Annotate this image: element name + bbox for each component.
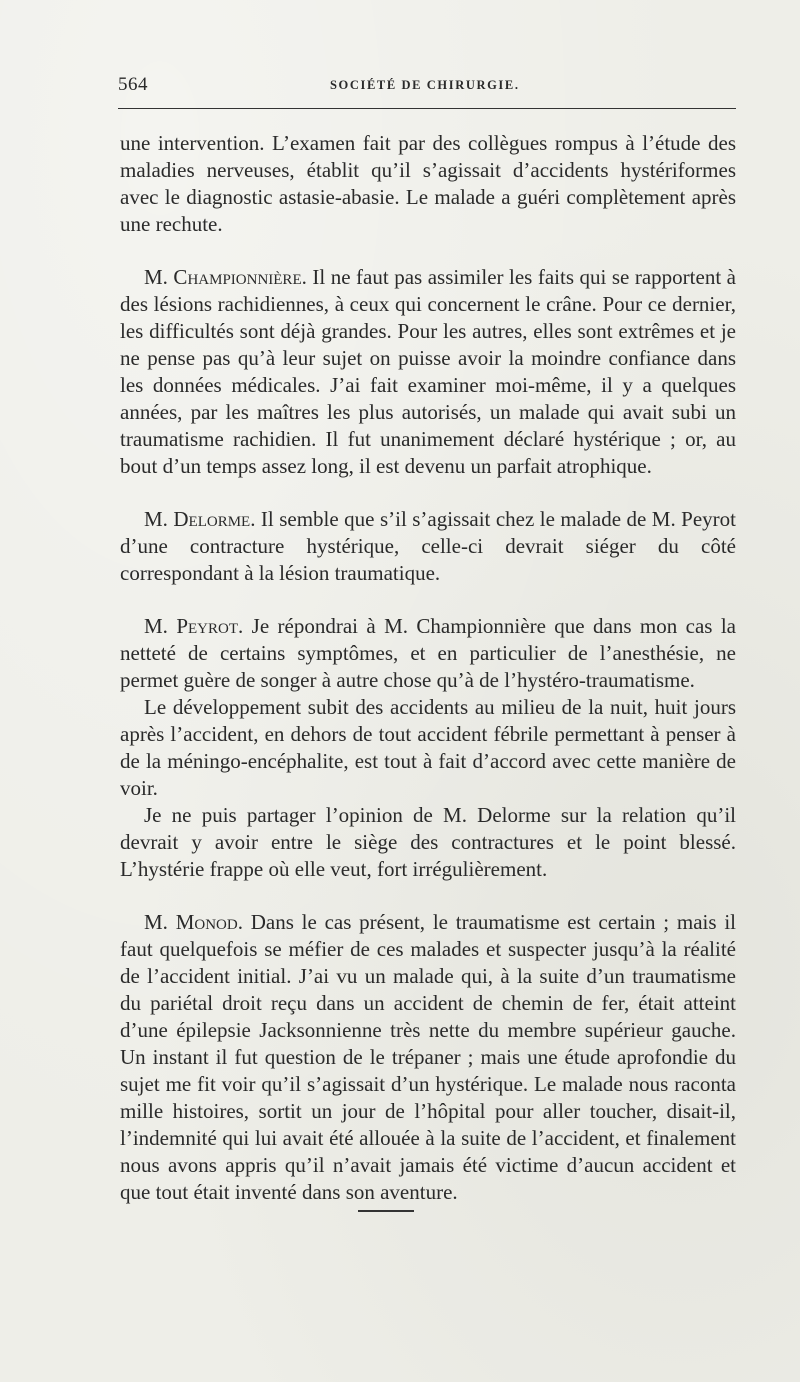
paragraph-championniere (120, 264, 736, 480)
speaker-name: M. Monod. (144, 910, 243, 934)
paragraph-text: Je répondrai à M. Championnière que dans mon cas la netteté de certains symptômes, et en particulier de l’anesthésie, ne permet guère de songer à autre chose qu’à de l’hystéro-traumatisme. (120, 614, 736, 692)
paragraph-monod (120, 909, 736, 1206)
page-header (118, 74, 736, 98)
paragraph-gap (120, 883, 736, 909)
paragraph-text: Je ne puis partager l’opinion de M. Delorme sur la relation qu’il devrait y avoir entre le siège des contractures et le point blessé. L’hystérie frappe où elle veut, fort irrégulièrement. (120, 803, 736, 881)
paragraph-peyrot-continued (120, 694, 736, 802)
speaker-name: M. Championnière. (144, 265, 307, 289)
paragraph-peyrot-continued (120, 802, 736, 883)
paragraph-gap (120, 238, 736, 264)
paragraph-text: Il ne faut pas assimiler les faits qui se rapportent à des lésions rachidiennes, à ceux qui concernent le crâne. Pour ce dernier, les difficultés sont déjà grandes. Pour les autres, elles sont extrêmes et je ne pense pas qu’à leur sujet on puisse avoir la moindre confiance dans les données médicales. J’ai fait examiner moi-même, il y a quelques années, par les maîtres les plus autorisés, un malade qui avait subi un traumatisme rachidien. Il fut unanimement déclaré hystérique ; or, au bout d’un temps assez long, il est devenu un parfait atrophique. (120, 265, 736, 478)
page-number: 564 (118, 74, 148, 95)
body-text (120, 130, 736, 1206)
paragraph-gap (120, 587, 736, 613)
paragraph-continuation (120, 130, 736, 238)
speaker-name: M. Delorme. (144, 507, 256, 531)
paragraph-text: Le développement subit des accidents au milieu de la nuit, huit jours après l’accident, en dehors de tout accident fébrile permettant à penser à de la méningo-encéphalite, est tout à fait d’accord avec cette manière de voir. (120, 695, 736, 800)
section-end-rule (358, 1210, 414, 1212)
paragraph-gap (120, 480, 736, 506)
paragraph-text: Dans le cas présent, le traumatisme est certain ; mais il faut quelquefois se méfier de ces malades et suspecter jusqu’à la réalité de l’accident initial. J’ai vu un malade qui, à la suite d’un traumatisme du pariétal droit reçu dans un accident de chemin de fer, était atteint d’une épilepsie Jacksonnienne très nette du membre supérieur gauche. Un instant il fut question de le trépaner ; mais une étude aprofondie du sujet me fit voir qu’il s’agissait d’un hystérique. Le malade nous raconta mille histoires, sortit un jour de l’hôpital pour aller toucher, disait-il, l’indemnité qui lui avait été allouée à la suite de l’accident, et finalement nous avons appris qu’il n’avait jamais été victime d’aucun accident et que tout était inventé dans son aventure. (120, 910, 736, 1204)
paragraph-text: Il semble que s’il s’agissait chez le malade de M. Peyrot d’une contracture hystérique, celle-ci devrait siéger du côté correspondant à la lésion traumatique. (120, 507, 736, 585)
speaker-name: M. Peyrot. (144, 614, 244, 638)
running-title: SOCIÉTÉ DE CHIRURGIE. (330, 78, 520, 92)
paragraph-delorme (120, 506, 736, 587)
paragraph-text: une intervention. L’examen fait par des collègues rompus à l’étude des maladies nerveuses, établit qu’il s’agissait d’accidents hystériformes avec le diagnostic astasie-abasie. Le malade a guéri complètement après une rechute. (120, 131, 736, 236)
header-rule (118, 108, 736, 109)
paragraph-peyrot (120, 613, 736, 694)
